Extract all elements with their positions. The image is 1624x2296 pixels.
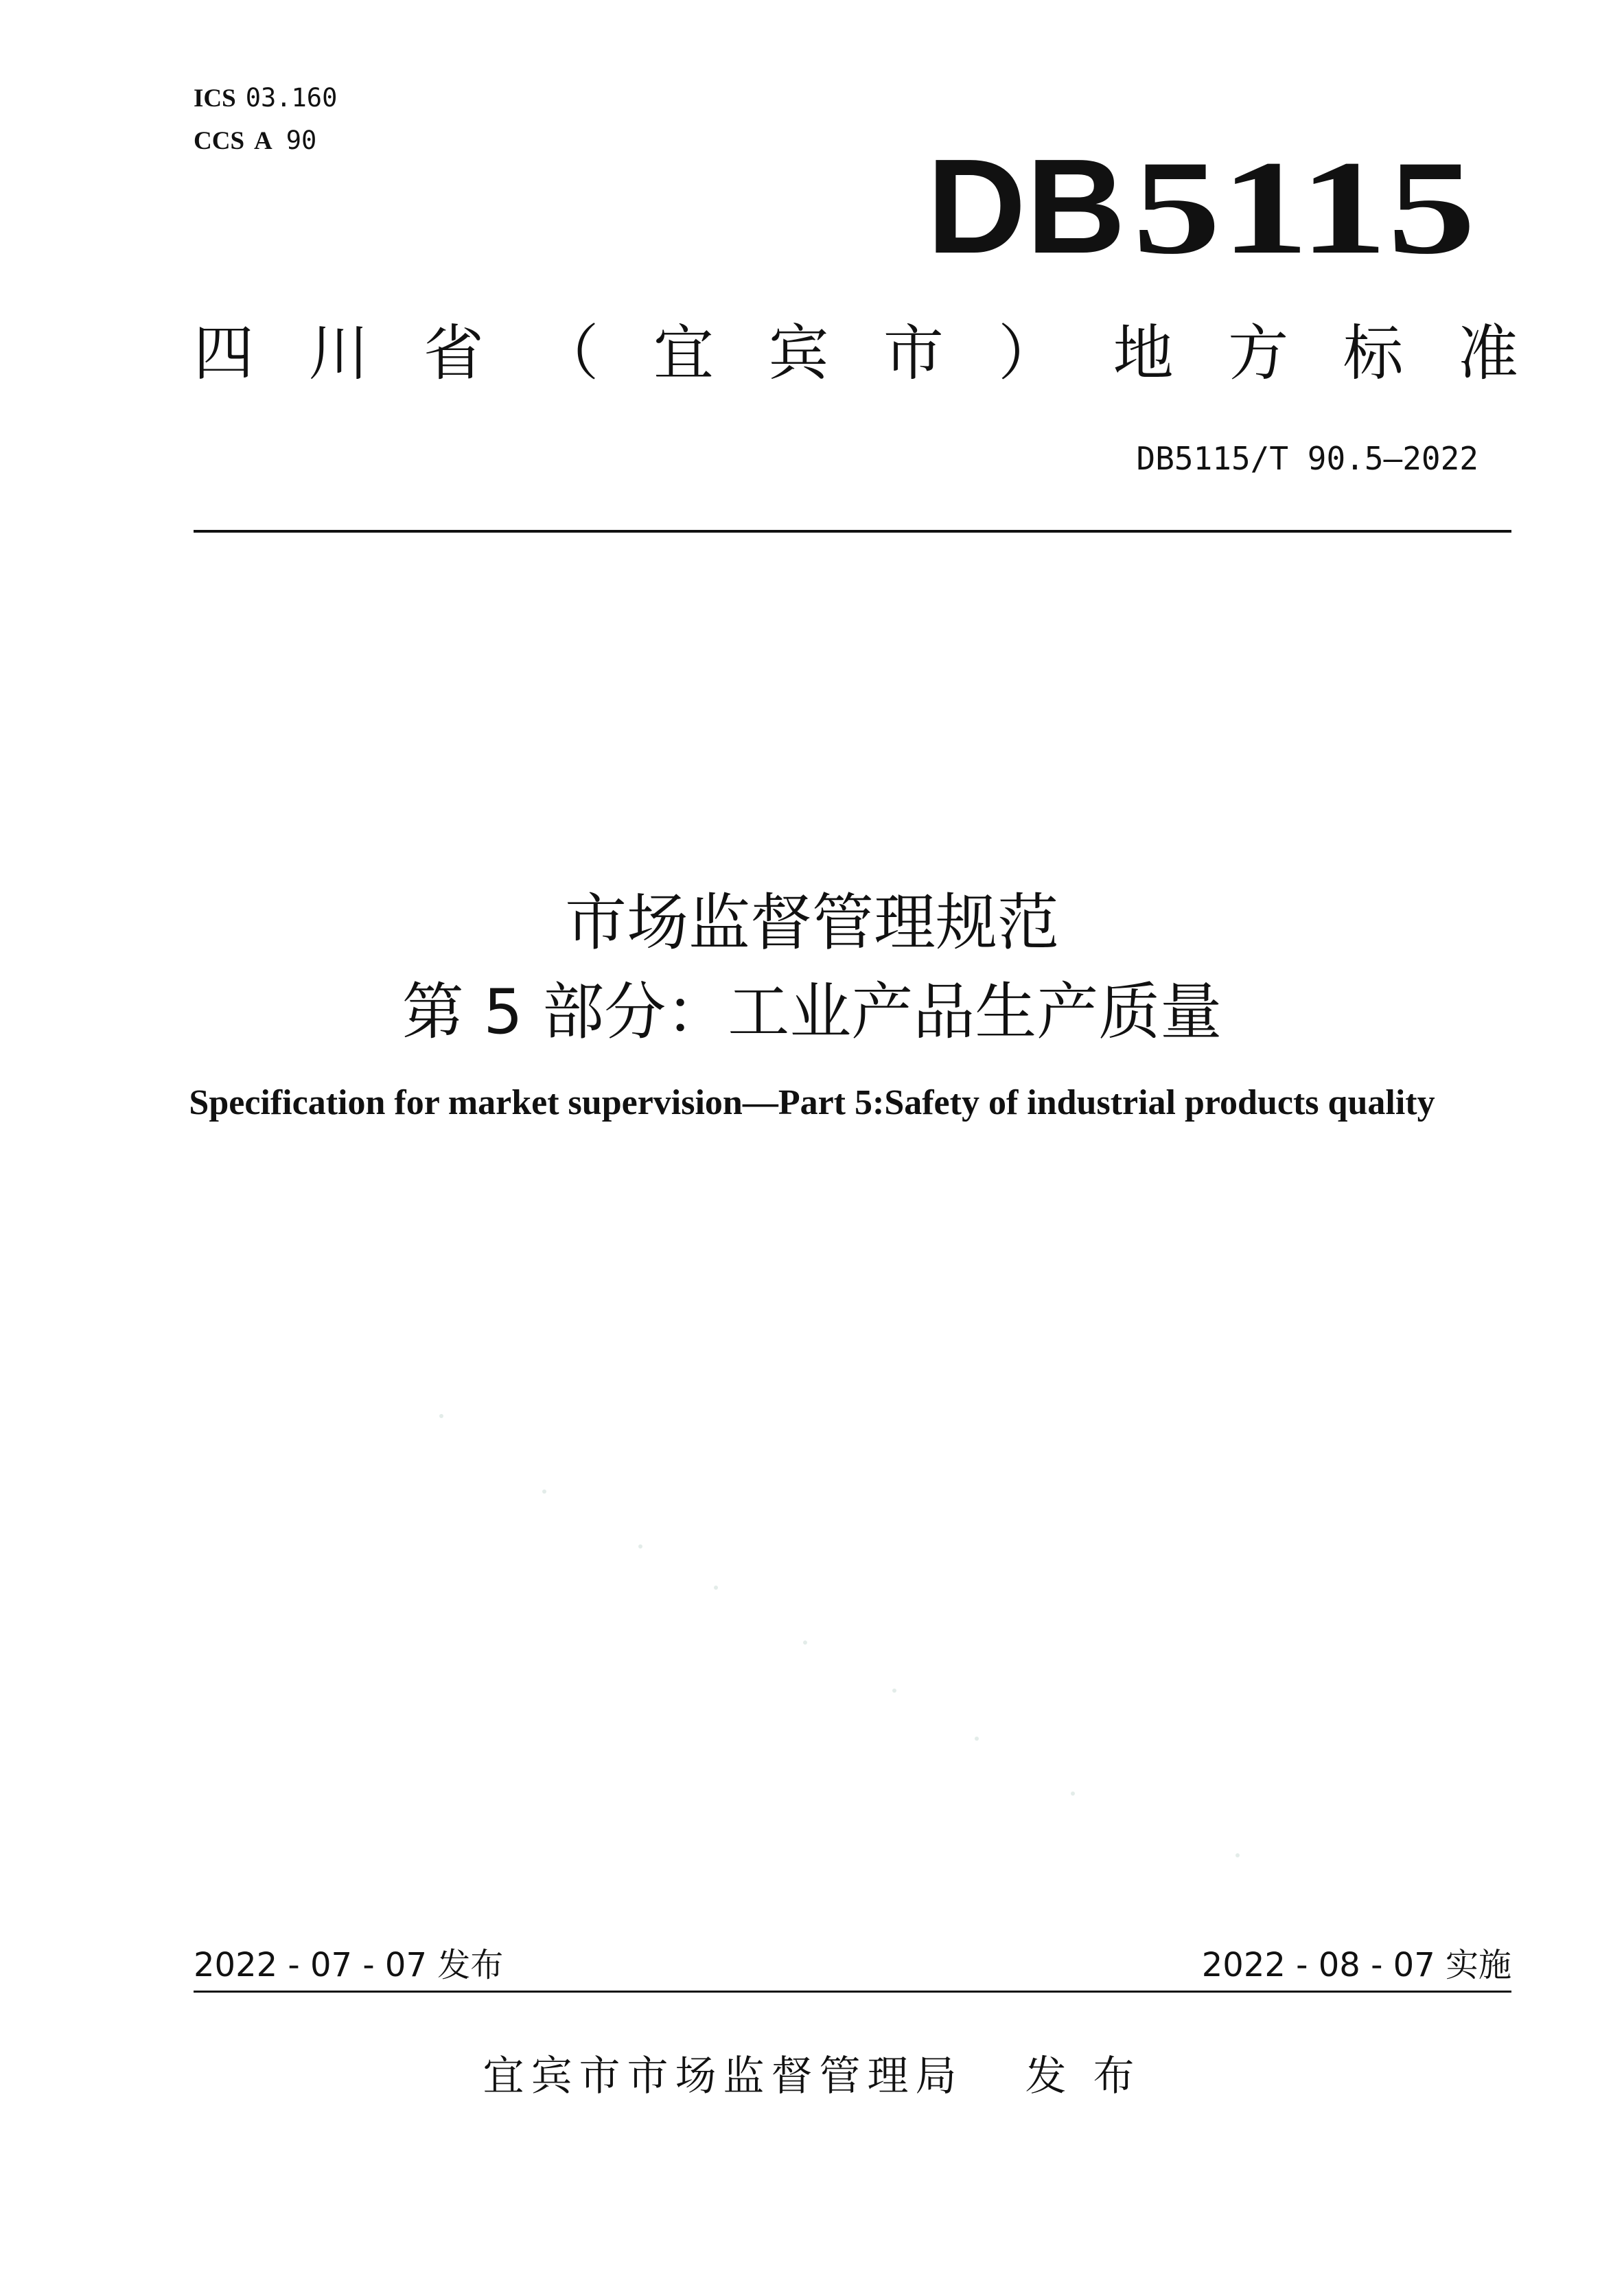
svg-text:DB: DB — [927, 144, 1126, 268]
svg-text:5115: 5115 — [1133, 144, 1476, 268]
title-cn-line2: 第 5 部分：工业产品生产质量 — [402, 976, 1222, 1048]
category-char: （ — [538, 318, 599, 389]
issuer-name: 宜宾市市场监督管理局 — [483, 2052, 964, 2100]
issue-date: 2022 - 07 - 07 发布 — [194, 1946, 504, 1984]
category-char: 宾 — [768, 318, 829, 389]
category-char: 方 — [1228, 318, 1289, 389]
category-char: 宜 — [653, 318, 714, 389]
header-divider — [194, 530, 1511, 533]
category-char: 川 — [308, 318, 369, 389]
category-char: 准 — [1457, 318, 1518, 389]
ics-label: ICS — [194, 84, 236, 113]
ccs-classification — [194, 125, 316, 157]
category-char: 市 — [883, 318, 944, 389]
implementation-date: 2022 - 08 - 07 实施 — [1201, 1946, 1511, 1984]
category-char: 地 — [1113, 318, 1174, 389]
ics-classification — [194, 82, 337, 115]
category-char: ） — [998, 318, 1059, 389]
category-char: 四 — [194, 318, 255, 389]
category-char: 标 — [1343, 318, 1404, 389]
ccs-code-letter: A — [254, 127, 272, 155]
issuer-action: 发 布 — [1025, 2052, 1141, 2100]
title-cn-line1: 市场监督管理规范 — [565, 887, 1059, 959]
issuer — [0, 2049, 1624, 2104]
footer-divider — [194, 1991, 1511, 1993]
ics-code: 03.160 — [245, 83, 338, 113]
category-char: 省 — [423, 318, 484, 389]
standard-number: DB5115/T 90.5—2022 — [1136, 440, 1478, 477]
title-en: Specification for market supervision—Part 5:Safety of industrial products quality — [189, 1083, 1435, 1122]
db5115-logo — [927, 144, 1476, 268]
standard-category-heading — [194, 316, 1518, 391]
ccs-code-number: 90 — [286, 126, 317, 155]
ccs-label: CCS — [194, 127, 245, 155]
